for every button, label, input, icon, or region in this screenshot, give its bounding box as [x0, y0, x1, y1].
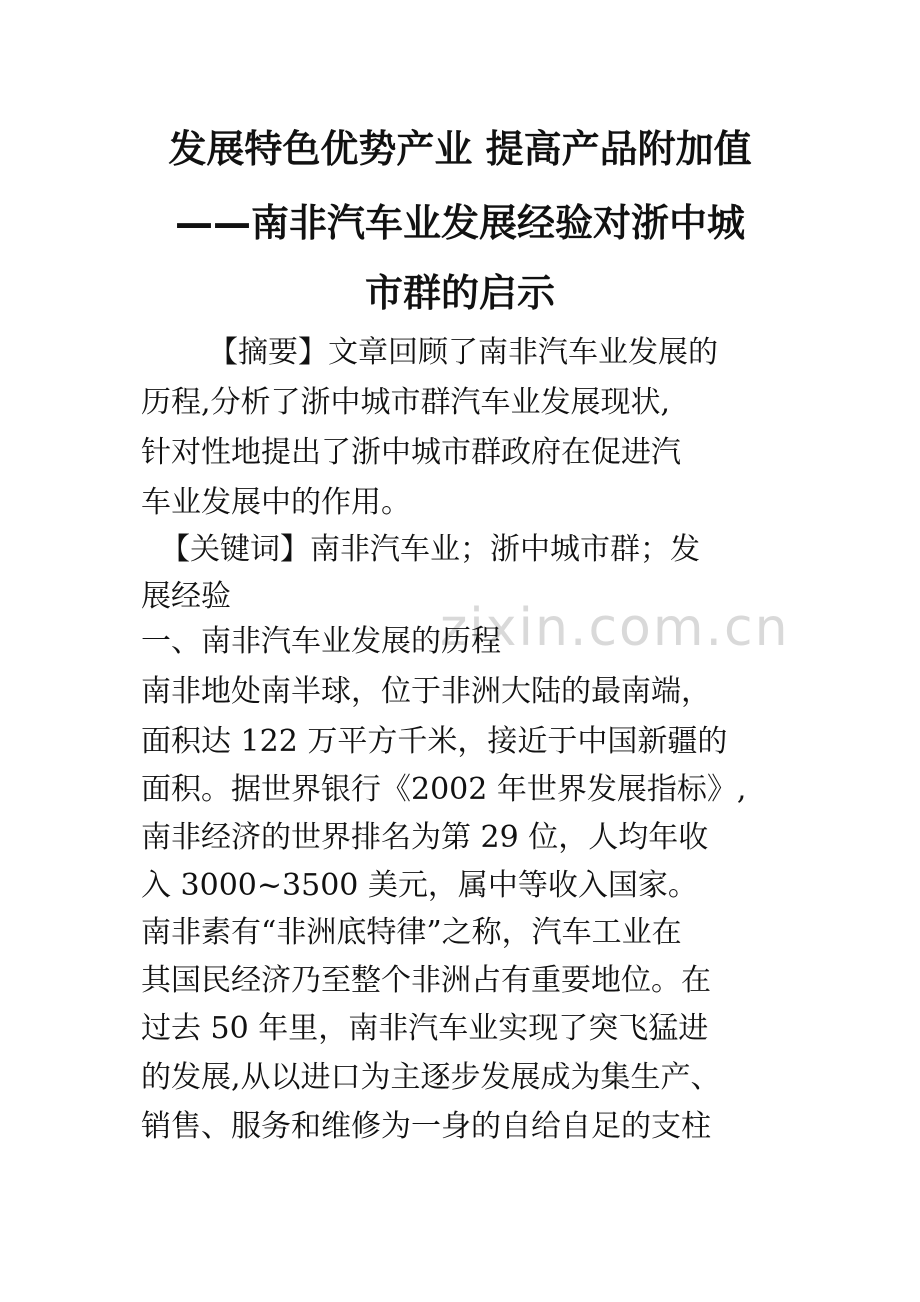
paragraph2-line-2: 其国民经济乃至整个非洲占有重要地位。在 — [141, 963, 711, 998]
paragraph1-line-4: 南非经济的世界排名为第 29 位，人均年收 — [141, 820, 709, 855]
paragraph1-line-2: 面积达 122 万平方千米，接近于中国新疆的 — [141, 724, 728, 759]
title-line-1: 发展特色优势产业 提高产品附加值 — [168, 127, 752, 171]
abstract-line-4: 车业发展中的作用。 — [141, 485, 411, 520]
keywords-line-1: 【关键词】南非汽车业；浙中城市群；发 — [160, 532, 700, 567]
paragraph1-line-5: 入 3000~3500 美元，属中等收入国家。 — [141, 868, 698, 903]
title-line-3: 市群的启示 — [364, 271, 555, 315]
paragraph1-line-1: 南非地处南半球，位于非洲大陆的最南端， — [141, 674, 711, 709]
keywords-line-2: 展经验 — [141, 579, 231, 614]
paragraph2-line-3: 过去 50 年里，南非汽车业实现了突飞猛进 — [141, 1011, 709, 1046]
paragraph2-line-1: 南非素有“非洲底特律”之称，汽车工业在 — [141, 915, 682, 950]
paragraph2-line-5: 销售、服务和维修为一身的自给自足的支柱 — [141, 1109, 711, 1144]
abstract-line-1: 【摘要】文章回顾了南非汽车业发展的 — [208, 335, 718, 370]
abstract-line-3: 针对性地提出了浙中城市群政府在促进汽 — [141, 435, 681, 470]
paragraph1-line-3: 面积。据世界银行《2002 年世界发展指标》, — [141, 772, 747, 807]
watermark: zixin.com.cn — [440, 598, 790, 658]
paragraph2-line-4: 的发展,从以进口为主逐步发展成为集生产、 — [141, 1060, 721, 1095]
title-line-2: ——南非汽车业发展经验对浙中城 — [174, 201, 745, 245]
section-heading: 一、南非汽车业发展的历程 — [141, 624, 501, 659]
abstract-line-2: 历程,分析了浙中城市群汽车业发展现状, — [141, 385, 671, 420]
